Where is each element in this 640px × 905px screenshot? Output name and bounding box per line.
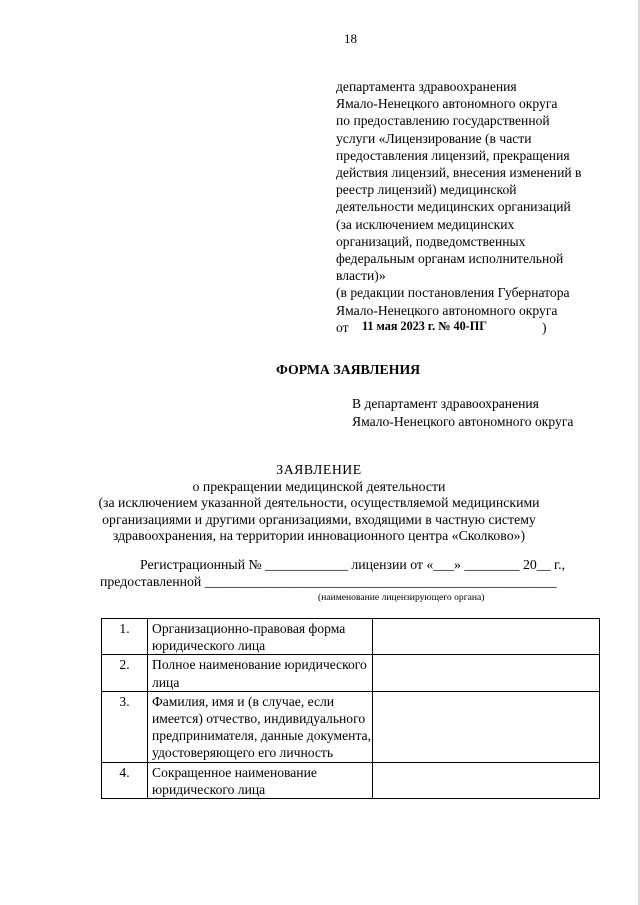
header-line: предоставления лицензий, прекращения xyxy=(336,147,570,163)
row-label: Фамилия, имя и (в случае, если имеется) отчество, индивидуального предпринимателя, данные документа, удостоверяющего его личность xyxy=(148,691,373,762)
table-row xyxy=(102,762,600,798)
row-value-cell[interactable] xyxy=(373,655,600,691)
statement-subtitle-line: здравоохранения, на территории инновационного центра «Сколково») xyxy=(112,528,526,544)
amendment-date-value: 11 мая 2023 г. № 40-ПГ xyxy=(362,318,487,333)
row-value-cell[interactable] xyxy=(373,762,600,798)
amendment-date-line xyxy=(336,319,606,337)
registration-number-line: Регистрационный № ____________ лицензии от «___» ________ 20__ г., xyxy=(140,557,566,572)
statement-title: ЗАЯВЛЕНИЕ xyxy=(276,462,362,477)
header-line: федеральным органам исполнительной xyxy=(336,251,564,267)
table-row xyxy=(102,655,600,691)
row-label: Полное наименование юридического лица xyxy=(148,655,373,691)
header-line: департамента здравоохранения xyxy=(336,79,517,94)
header-line: реестр лицензий) медицинской xyxy=(336,182,517,198)
row-value-cell[interactable] xyxy=(373,619,600,655)
row-number-cell xyxy=(102,619,148,655)
statement-heading xyxy=(0,462,640,545)
header-line: деятельности медицинских организаций xyxy=(336,199,571,215)
recipient-line: Ямало-Ненецкого автономного округа xyxy=(352,413,574,429)
row-number: 2. xyxy=(119,657,130,673)
row-number-cell xyxy=(102,691,148,762)
statement-subtitle-line: о прекращении медицинской деятельности xyxy=(192,478,446,494)
applicant-data-table xyxy=(101,618,600,799)
row-number-cell xyxy=(102,655,148,691)
table-row xyxy=(102,619,600,655)
header-line: (в редакции постановления Губернатора xyxy=(336,285,570,301)
header-line: действия лицензий, внесения изменений в xyxy=(336,165,582,181)
header-block xyxy=(336,78,606,337)
header-line: по предоставлению государственной xyxy=(336,113,550,129)
header-line: Ямало-Ненецкого автономного округа xyxy=(336,96,558,112)
row-number: 1. xyxy=(119,621,130,636)
statement-subtitle-line: организациями и другими организациями, входящими в частную систему xyxy=(102,511,536,527)
issuing-authority-caption: (наименование лицензирующего органа) xyxy=(318,592,485,603)
form-title: ФОРМА ЗАЯВЛЕНИЯ xyxy=(276,362,421,377)
row-value-cell[interactable] xyxy=(373,691,600,762)
header-line: организаций, подведомственных xyxy=(336,233,526,249)
page-number: 18 xyxy=(344,31,357,46)
header-line: власти)» xyxy=(336,268,386,284)
row-number-cell xyxy=(102,762,148,798)
row-number: 4. xyxy=(119,764,130,780)
date-suffix: ) xyxy=(542,319,547,335)
registration-block xyxy=(100,556,600,590)
table-row xyxy=(102,691,600,762)
row-label: Сокращенное наименование юридического лица xyxy=(148,762,373,798)
recipient-line: В департамент здравоохранения xyxy=(352,396,539,411)
header-line: услуги «Лицензирование (в части xyxy=(336,130,532,146)
recipient-block xyxy=(352,395,573,430)
date-prefix: от xyxy=(336,319,349,335)
row-number: 3. xyxy=(119,693,130,709)
row-label: Организационно-правовая форма юридического лица xyxy=(148,619,373,655)
issued-by-line: предоставленной ___________________________________________________ xyxy=(100,574,557,589)
header-line: (за исключением медицинских xyxy=(336,216,515,232)
statement-subtitle-line: (за исключением указанной деятельности, осуществляемой медицинскими xyxy=(98,495,540,511)
header-line: Ямало-Ненецкого автономного округа xyxy=(336,302,558,318)
